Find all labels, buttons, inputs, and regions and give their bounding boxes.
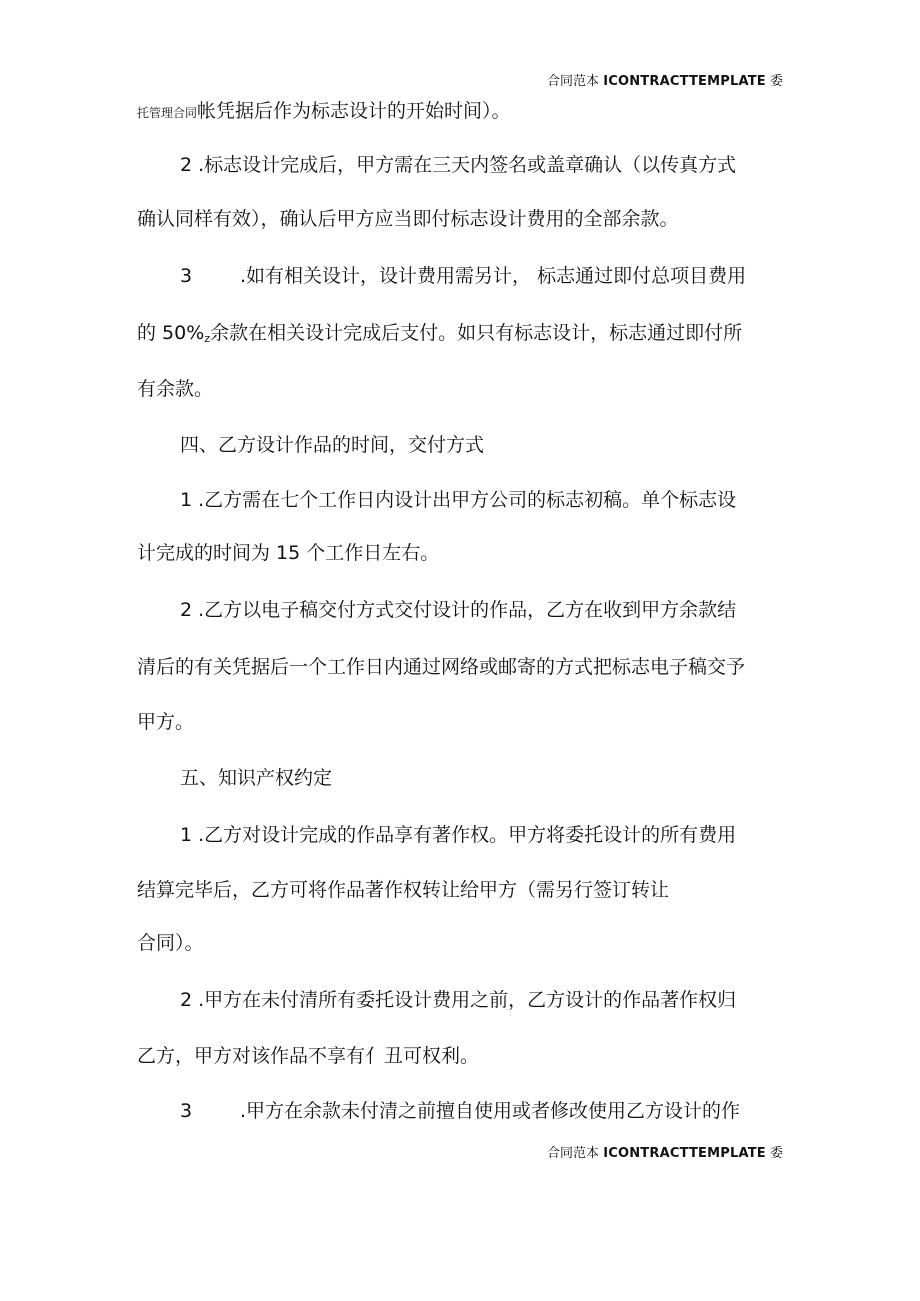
footer-text-cn: 合同范本 <box>547 1146 600 1161</box>
header-text-tail: 委 <box>769 74 783 89</box>
item-text: .甲方在余款未付清之前擅自使用或者修改使用乙方设计的作 <box>240 1100 741 1122</box>
paragraph-line: 确认同样有效），确认后甲方应当即付标志设计费用的全部余款。 <box>137 208 679 230</box>
paragraph-line <box>137 320 783 352</box>
paragraph-line: 合同）。 <box>137 932 204 954</box>
paragraph-line: 清后的有关凭据后一个工作日内通过网络或邮寄的方式把标志电子稿交予 <box>137 656 746 678</box>
percent-subscript: z <box>204 332 211 345</box>
paragraph-line: 1 .乙方需在七个工作日内设计出甲方公司的标志初稿。单个标志设 <box>180 489 737 511</box>
paragraph-line: 2 .甲方在未付清所有委托设计费用之前，乙方设计的作品著作权归 <box>180 989 737 1011</box>
item-text: 余款在相关设计完成后支付。如只有标志设计，标志通过即付所 <box>210 322 743 344</box>
footer-text-en: ICONTRACTTEMPLATE <box>603 1146 766 1161</box>
item-text: .如有相关设计，设计费用需另计， 标志通过即付总项目费用 <box>240 265 747 287</box>
page-header <box>0 70 783 89</box>
paragraph-line: 计完成的时间为 15 个工作日左右。 <box>137 542 440 564</box>
continuation-prefix: 托管理合同 <box>137 106 198 120</box>
section-heading-5: 五、知识产权约定 <box>180 767 333 789</box>
paragraph-line <box>180 263 783 289</box>
paragraph-line: 2 .乙方以电子稿交付方式交付设计的作品，乙方在收到甲方余款结 <box>180 599 737 621</box>
paragraph-line: 结算完毕后，乙方可将作品著作权转让给甲方（需另行签订转让 <box>137 879 670 901</box>
item-number: 3 <box>180 1100 193 1122</box>
continuation-rest: 帐凭据后作为标志设计的开始时间）。 <box>197 100 511 122</box>
paragraph-line: 有余款。 <box>137 378 214 400</box>
percent-text: 的 50% <box>137 322 205 344</box>
paragraph-line: 甲方。 <box>137 711 195 733</box>
header-text-cn: 合同范本 <box>547 74 600 89</box>
item-number: 3 <box>180 265 193 287</box>
section-heading-4: 四、乙方设计作品的时间，交付方式 <box>180 434 485 456</box>
paragraph-line: 2 .标志设计完成后，甲方需在三天内签名或盖章确认（以传真方式 <box>180 154 737 176</box>
footer-text-tail: 委 <box>769 1146 783 1161</box>
header-text-en: ICONTRACTTEMPLATE <box>603 74 766 89</box>
page-footer <box>0 1142 783 1161</box>
paragraph-line: 1 .乙方对设计完成的作品享有著作权。甲方将委托设计的所有费用 <box>180 824 737 846</box>
continuation-line <box>137 98 783 126</box>
paragraph-line <box>180 1098 783 1124</box>
paragraph-line: 乙方，甲方对该作品不享有亻丑可权利。 <box>137 1045 480 1067</box>
